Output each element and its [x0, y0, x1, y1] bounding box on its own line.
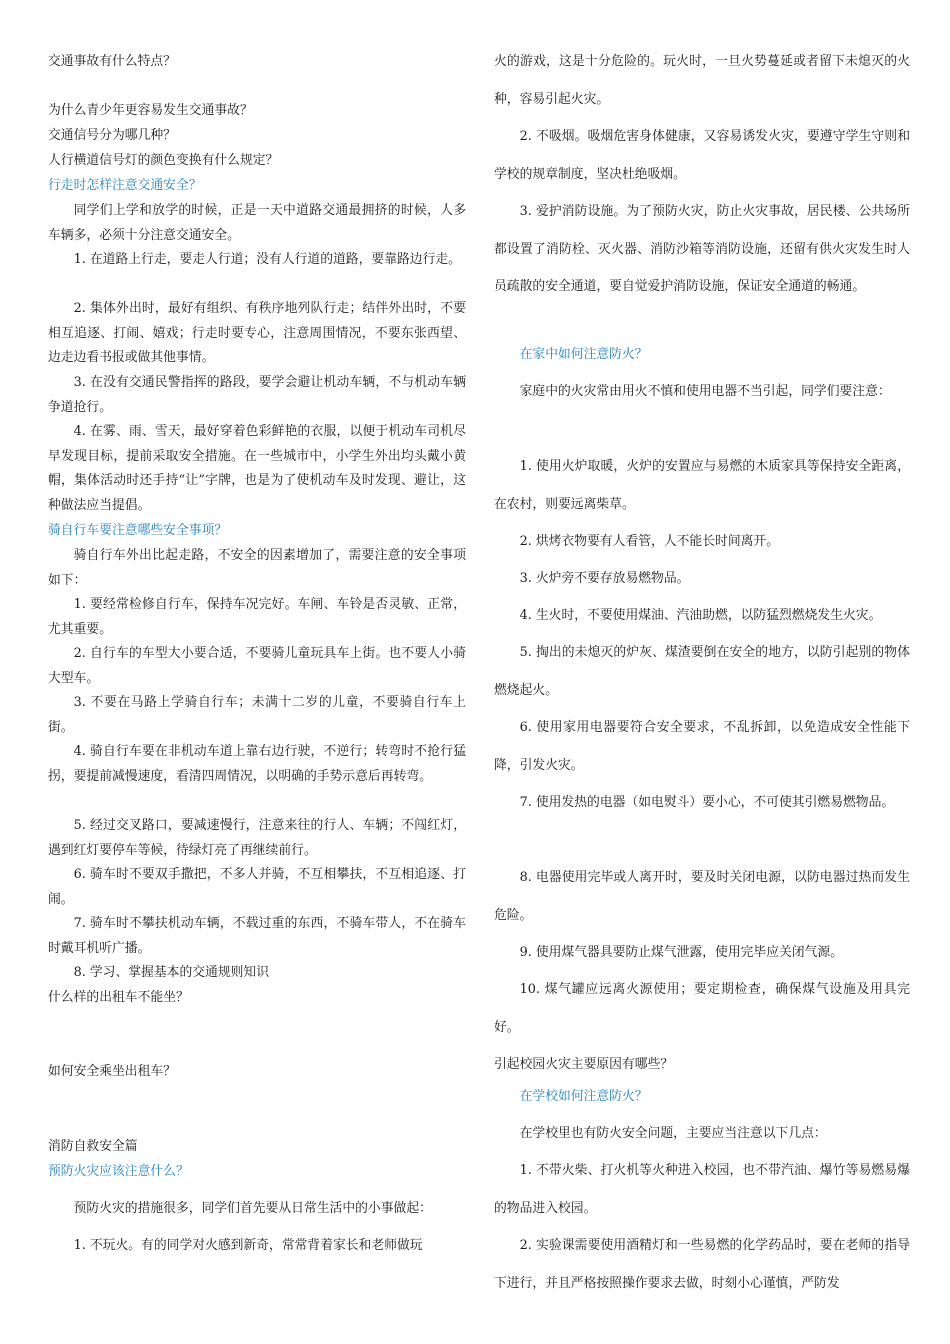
paragraph: 骑自行车外出比起走路，不安全的因素增加了，需要注意的安全事项如下：	[48, 548, 466, 588]
paragraph: 9. 使用煤气器具要防止煤气泄露，使用完毕应关闭气源。	[519, 945, 843, 960]
section-heading: 行走时怎样注意交通安全？	[48, 178, 202, 193]
paragraph: 4. 骑自行车要在非机动车道上靠右边行驶，不逆行；转弯时不抢行猛拐，要提前减慢速度，看清四周情况，以明确的手势示意后再转弯。	[48, 744, 466, 784]
paragraph: 2. 实验课需要使用酒精灯和一些易燃的化学药品时，要在老师的指导下进行，并且严格按照操作要求去做，时刻小心谨慎，严防发	[494, 1238, 910, 1291]
paragraph: 在学校里也有防火安全问题，主要应当注意以下几点：	[519, 1126, 827, 1141]
paragraph: 6. 骑车时不要双手撒把，不多人并骑，不互相攀扶，不互相追逐、打闹。	[48, 867, 466, 907]
paragraph: 4. 在雾、雨、雪天，最好穿着色彩鲜艳的衣服，以便于机动车司机尽早发现目标，提前采取安全措施。在一些城市中，小学生外出均头戴小黄帽，集体活动时还手持“让”字牌，也是为了使机动车及时发现、避让，这种做法应当提倡。	[48, 424, 466, 513]
paragraph: 5. 掏出的未熄灭的炉灰、煤渣要倒在安全的地方，以防引起别的物体燃烧起火。	[494, 645, 910, 698]
paragraph: 7. 使用发热的电器（如电熨斗）要小心，不可使其引燃易燃物品。	[519, 795, 895, 810]
paragraph: 6. 使用家用电器要符合安全要求，不乱拆卸，以免造成安全性能下降，引发火灾。	[494, 720, 910, 773]
question-line: 消防自救安全篇	[48, 1139, 138, 1154]
paragraph: 3. 不要在马路上学骑自行车；未满十二岁的儿童，不要骑自行车上街。	[48, 695, 466, 735]
paragraph: 3. 在没有交通民警指挥的路段，要学会避让机动车辆，不与机动车辆争道抢行。	[48, 375, 466, 415]
paragraph: 2. 自行车的车型大小要合适，不要骑儿童玩具车上街。也不要人小骑大型车。	[48, 646, 466, 686]
paragraph: 2. 不吸烟。吸烟危害身体健康，又容易诱发火灾，要遵守学生守则和学校的规章制度，坚决杜绝吸烟。	[494, 129, 910, 182]
question-line: 人行横道信号灯的颜色变换有什么规定？	[48, 153, 279, 168]
question-line: 交通事故有什么特点？	[48, 54, 176, 69]
paragraph: 8. 电器使用完毕或人离开时，要及时关闭电源，以防电器过热而发生危险。	[494, 870, 910, 923]
question-line: 为什么青少年更容易发生交通事故？	[48, 103, 253, 118]
question-line: 交通信号分为哪几种？	[48, 128, 176, 143]
paragraph: 4. 生火时，不要使用煤油、汽油助燃，以防猛烈燃烧发生火灾。	[519, 608, 882, 623]
section-heading: 在学校如何注意防火？	[519, 1089, 648, 1104]
section-heading: 在家中如何注意防火？	[519, 347, 648, 362]
paragraph: 2. 烘烤衣物要有人看管，人不能长时间离开。	[519, 534, 780, 549]
paragraph: 家庭中的火灾常由用火不慎和使用电器不当引起，同学们要注意：	[519, 384, 891, 399]
paragraph: 2. 集体外出时，最好有组织、有秩序地列队行走；结伴外出时，不要相互追逐、打闹、嬉戏；行走时要专心，注意周围情况，不要东张西望、边走边看书报或做其他事情。	[48, 301, 466, 365]
paragraph: 火的游戏，这是十分危险的。玩火时，一旦火势蔓延或者留下未熄灭的火种，容易引起火灾。	[494, 54, 910, 107]
paragraph: 1. 不玩火。有的同学对火感到新奇，常常背着家长和老师做玩	[73, 1238, 423, 1253]
paragraph: 1. 不带火柴、打火机等火种进入校园，也不带汽油、爆竹等易燃易爆的物品进入校园。	[494, 1163, 910, 1216]
paragraph: 1. 使用火炉取暖，火炉的安置应与易燃的木质家具等保持安全距离，在农村，则要远离柴草。	[494, 459, 910, 512]
section-heading: 骑自行车要注意哪些安全事项？	[48, 523, 228, 538]
question-line: 引起校园火灾主要原因有哪些？	[494, 1057, 674, 1072]
paragraph: 3. 火炉旁不要存放易燃物品。	[519, 571, 690, 586]
question-line: 如何安全乘坐出租车？	[48, 1064, 176, 1079]
paragraph: 预防火灾的措施很多，同学们首先要从日常生活中的小事做起：	[73, 1201, 432, 1216]
question-line: 什么样的出租车不能坐？	[48, 990, 189, 1005]
paragraph: 1. 要经常检修自行车，保持车况完好。车闸、车铃是否灵敏、正常，尤其重要。	[48, 597, 466, 637]
paragraph: 10. 煤气罐应远离火源使用；要定期检查，确保煤气设施及用具完好。	[494, 982, 910, 1035]
paragraph: 同学们上学和放学的时候，正是一天中道路交通最拥挤的时候，人多车辆多，必须十分注意交通安全。	[48, 203, 466, 243]
paragraph: 1. 在道路上行走，要走人行道；没有人行道的道路，要靠路边行走。	[73, 252, 461, 267]
paragraph: 8. 学习、掌握基本的交通规则知识	[73, 965, 270, 980]
section-heading: 预防火灾应该注意什么？	[48, 1164, 189, 1179]
paragraph: 3. 爱护消防设施。为了预防火灾，防止火灾事故，居民楼、公共场所都设置了消防栓、灭火器、消防沙箱等消防设施，还留有供火灾发生时人员疏散的安全通道，要自觉爱护消防设施，保证安全通道的畅通。	[494, 204, 910, 294]
paragraph: 5. 经过交叉路口，要减速慢行，注意来往的行人、车辆；不闯红灯，遇到红灯要停车等候，待绿灯亮了再继续前行。	[48, 818, 466, 858]
paragraph: 7. 骑车时不攀扶机动车辆，不载过重的东西，不骑车带人，不在骑车时戴耳机听广播。	[48, 916, 466, 956]
